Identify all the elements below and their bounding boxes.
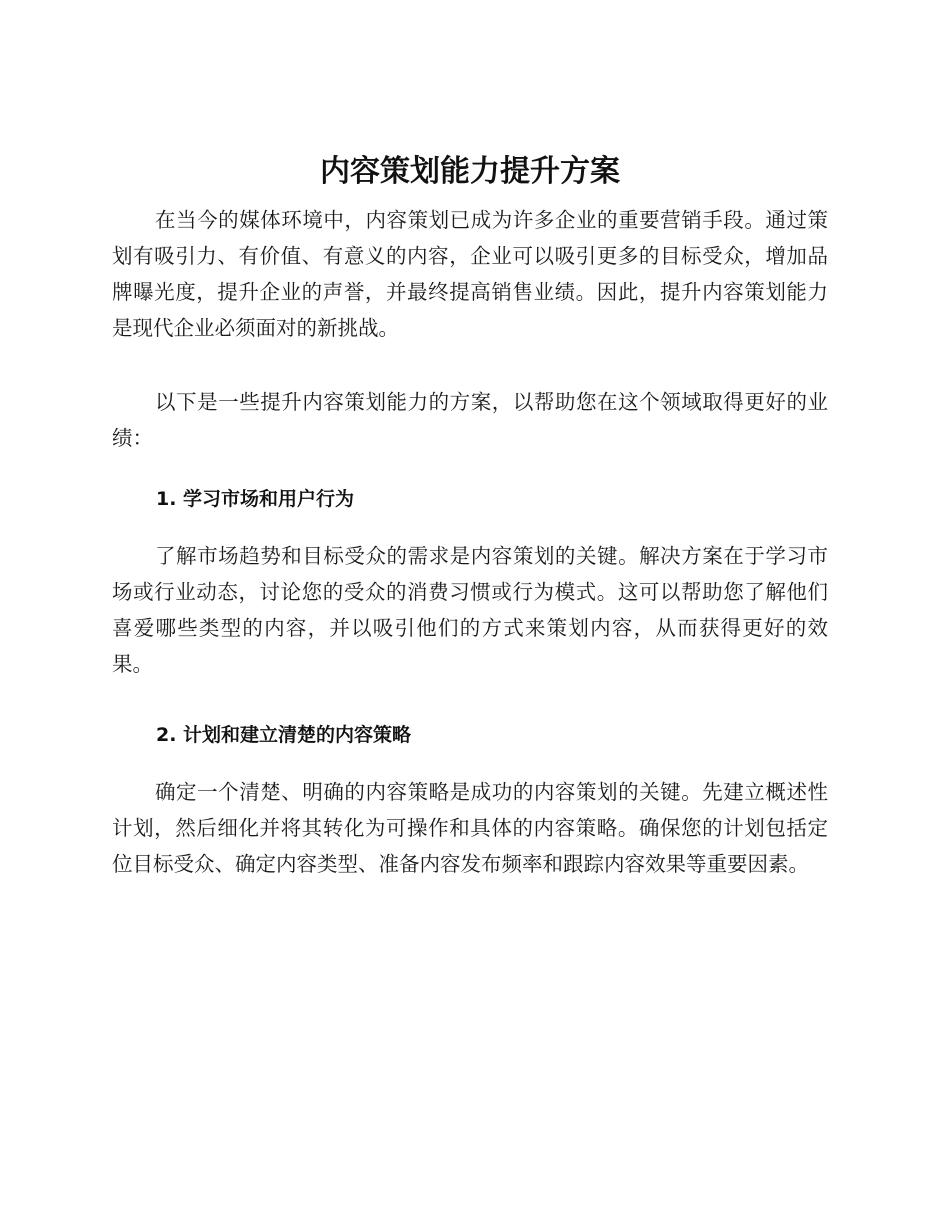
section-body-market-behavior: 了解市场趋势和目标受众的需求是内容策划的关键。解决方案在于学习市场或行业动态，讨论您的受众的消费习惯或行为模式。这可以帮助您了解他们喜爱哪些类型的内容，并以吸引他们的方式来策划内容，从而获得更好的效果。 [112,544,828,676]
section-heading-market-behavior: 1. 学习市场和用户行为 [156,488,355,510]
lead-paragraph: 以下是一些提升内容策划能力的方案，以帮助您在这个领域取得更好的业绩： [112,390,828,450]
section-body-content-strategy: 确定一个清楚、明确的内容策略是成功的内容策划的关键。先建立概述性计划，然后细化并将其转化为可操作和具体的内容策略。确保您的计划包括定位目标受众、确定内容类型、准备内容发布频率和跟踪内容效果等重要因素。 [112,780,828,876]
document-title: 内容策划能力提升方案 [320,154,620,189]
section-heading-content-strategy: 2. 计划和建立清楚的内容策略 [156,724,412,746]
intro-paragraph: 在当今的媒体环境中，内容策划已成为许多企业的重要营销手段。通过策划有吸引力、有价值、有意义的内容，企业可以吸引更多的目标受众，增加品牌曝光度，提升企业的声誉，并最终提高销售业绩。因此，提升内容策划能力是现代企业必须面对的新挑战。 [112,208,828,340]
document-page [112,0,828,1230]
